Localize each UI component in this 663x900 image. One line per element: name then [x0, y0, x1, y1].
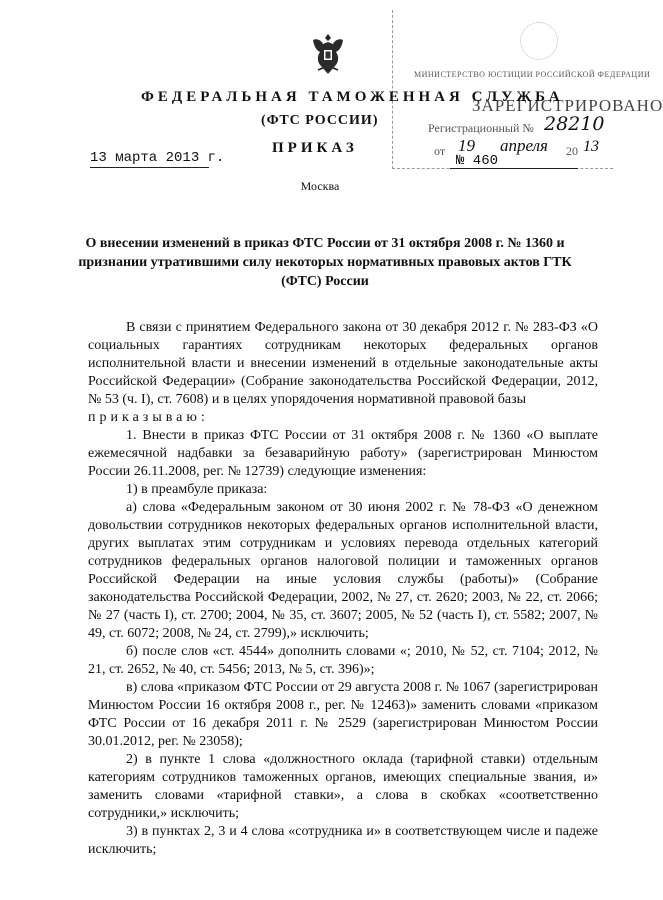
order-number: № 460 — [456, 153, 499, 169]
agency-short-name: (ФТС РОССИИ) — [261, 113, 379, 128]
stamp-reg-number: 28210 — [544, 113, 605, 135]
paragraph-1-1-c: в) слова «приказом ФТС России от 29 августа 2008 г. № 1067 (зарегистрирован Минюстом России 16 октября 2008 г., рег. № 12463)» заменить словами «приказом ФТС России от 16 декабря 2011 г. № 2529 (зарегистрирован Минюстом России 30.01.2012, рег. № 23058); — [88, 680, 598, 749]
document-body — [88, 319, 598, 859]
stamp-date-year-printed: 20 — [566, 144, 578, 158]
paragraph-1-1-a: а) слова «Федеральным законом от 30 июня 2002 г. № 78-ФЗ «О денежном довольствии сотрудников некоторых федеральных органов исполнительной власти, других выплатах этим сотрудникам и условиях перевода отдельных категорий сотрудников федеральных органов налоговой полиции и таможенных органов Российской Федерации на иные условия службы (работы)» (Собрание законодательства Российской Федерации, 2002, № 27, ст. 2620; 2003, № 22, ст. 2066; № 27 (часть I), ст. 2700; 2004, № 35, ст. 3607; 2005, № 52 (часть I), ст. 5582; 2007, № 49, ст. 6072; 2008, № 24, ст. 2799),» исключить; — [88, 500, 598, 641]
stamp-date-month: апреля — [500, 136, 548, 155]
order-date-underline — [90, 167, 209, 168]
stamp-status: ЗАРЕГИСТРИРОВАНО — [472, 96, 663, 115]
stamp-reg-label: Регистрационный № — [428, 121, 534, 135]
stamp-header: МИНИСТЕРСТВО ЮСТИЦИИ РОССИЙСКОЙ ФЕДЕРАЦИИ — [414, 70, 651, 79]
paragraph-intro: В связи с принятием Федерального закона от 30 декабря 2012 г. № 283-ФЗ «О социальных гарантиях сотрудникам некоторых федеральных органов исполнительной власти и внесении изменений в отдельные законодательные акты Российской Федерации» (Собрание законодательства Российской Федерации, 2012, № 53 (ч. I), ст. 7608) и в целях упорядочения нормативной правовой базы — [88, 320, 598, 407]
paragraph-1: 1. Внести в приказ ФТС России от 31 октября 2008 г. № 1360 «О выплате ежемесячной надбавки за безаварийную работу» (зарегистрирован Минюстом России 26.11.2008, рег. № 12739) следующие изменения: — [88, 428, 598, 479]
order-date: 13 марта 2013 г. — [90, 150, 225, 166]
document-type: ПРИКАЗ — [272, 140, 358, 156]
paragraph-1-1: 1) в преамбуле приказа: — [126, 482, 268, 497]
document-title: О внесении изменений в приказ ФТС России от 31 октября 2008 г. № 1360 и признании утратившими силу некоторых нормативных правовых актов ГТК (ФТС) России — [78, 236, 572, 289]
paragraph-order-word: приказываю: — [88, 410, 209, 425]
stamp-date-year-hand: 13 — [583, 138, 599, 155]
stamp-seal-icon — [520, 22, 558, 60]
paragraph-1-3: 3) в пунктах 2, 3 и 4 слова «сотрудника и» в соответствующем числе и падеже исключить; — [88, 824, 598, 857]
stamp-date-prefix: от — [434, 144, 446, 158]
stamp-date-day: 19 — [458, 136, 475, 155]
city: Москва — [300, 179, 340, 193]
coat-of-arms-icon — [309, 30, 347, 78]
paragraph-1-1-b: б) после слов «ст. 4544» дополнить словами «; 2010, № 52, ст. 7104; 2012, № 21, ст. 2652, № 40, ст. 5456; 2013, № 5, ст. 396)»; — [88, 644, 598, 677]
paragraph-1-2: 2) в пункте 1 слова «должностного оклада (тарифной ставки) отдельным категориям сотрудников таможенных органов, имеющих специальные звания, и» заменить словами «тарифной ставки», а слова в скобках «соответственно сотрудники,» исключить; — [88, 752, 598, 821]
order-number-underline — [450, 168, 578, 169]
